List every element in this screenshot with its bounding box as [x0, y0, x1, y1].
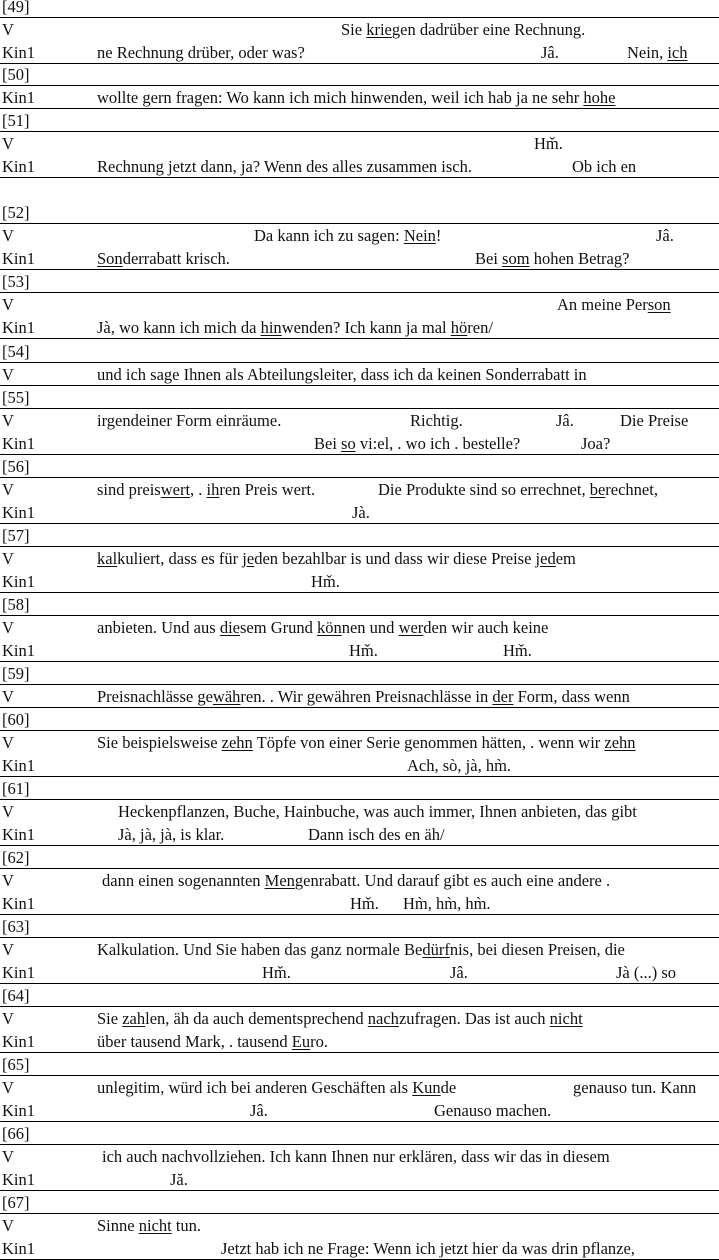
- stressed-syllable: zah: [122, 1009, 146, 1028]
- utterance: [503, 643, 532, 660]
- utterance: [97, 1080, 456, 1097]
- utterance-text: Da kann ich zu sagen:: [254, 226, 404, 245]
- utterance: [352, 505, 370, 522]
- utterance: [97, 367, 587, 384]
- utterance: [118, 804, 637, 821]
- segment-number: [62]: [2, 848, 30, 867]
- utterance-text: nen und: [341, 618, 399, 637]
- speaker-label: Kin1: [2, 318, 35, 337]
- stressed-syllable: dürf: [422, 940, 450, 959]
- utterance-text: Joa?: [581, 434, 611, 453]
- utterance-text: Hm̌.: [349, 641, 378, 660]
- utterance-text: Hm̌.: [311, 572, 340, 591]
- utterance-text: Bei: [475, 249, 503, 268]
- utterance: [311, 574, 340, 591]
- utterance: [97, 1011, 583, 1028]
- utterance-text: Jà, jà, jà, is klar.: [118, 825, 225, 844]
- speaker-label: V: [2, 733, 14, 752]
- utterance-text: wenden? Ich kann ja mal: [281, 318, 451, 337]
- utterance-text: Sie: [97, 1009, 123, 1028]
- speaker-label: Kin1: [2, 157, 35, 176]
- divider-line: [0, 85, 719, 86]
- segment-number: [57]: [2, 526, 30, 545]
- utterance-text: Ob ich en: [572, 157, 637, 176]
- utterance: [410, 413, 463, 430]
- row-divider: [0, 1236, 719, 1237]
- stressed-syllable: hö: [450, 318, 468, 337]
- utterance: [102, 873, 610, 890]
- utterance: [97, 45, 305, 62]
- utterance-text: irgendeiner Form einräume.: [97, 411, 282, 430]
- speaker-label: Kin1: [2, 894, 35, 913]
- utterance-text: Bei: [314, 434, 342, 453]
- stressed-syllable: krie: [366, 20, 392, 39]
- utterance-text: genrabatt. Und darauf gibt es auch eine andere .: [294, 871, 611, 890]
- speaker-label: V: [2, 618, 14, 637]
- utterance-text: Jà.: [352, 503, 370, 522]
- stressed-syllable: so: [341, 434, 356, 453]
- segment-number: [52]: [2, 203, 30, 222]
- row-divider: [0, 63, 719, 64]
- utterance-text: de: [440, 1078, 457, 1097]
- row-divider: [0, 1167, 719, 1168]
- utterance-text: Richtig.: [410, 411, 463, 430]
- speaker-label: Kin1: [2, 641, 35, 660]
- speaker-label: V: [2, 480, 14, 499]
- utterance: [616, 965, 676, 982]
- speaker-label: V: [2, 940, 14, 959]
- utterance-text: kuliert, dass es für: [117, 549, 243, 568]
- speaker-label: Kin1: [2, 963, 35, 982]
- speaker-label: Kin1: [2, 43, 35, 62]
- utterance-text: Jâ.: [541, 43, 559, 62]
- utterance-text: sem Grund: [239, 618, 317, 637]
- utterance: [573, 1080, 696, 1097]
- utterance-text: ro.: [310, 1032, 328, 1051]
- row-divider: [0, 845, 719, 846]
- utterance: [97, 551, 576, 568]
- utterance: [541, 45, 559, 62]
- utterance: [97, 942, 625, 959]
- stressed-syllable: zehn: [604, 733, 636, 752]
- speaker-label: V: [2, 1147, 14, 1166]
- row-divider: [0, 707, 719, 708]
- utterance: [378, 482, 658, 499]
- speaker-label: V: [2, 549, 14, 568]
- utterance: [627, 45, 688, 62]
- utterance-text: ren. . Wir gewähren Preisnachlässe in: [240, 687, 493, 706]
- row-divider: [0, 269, 719, 270]
- utterance-text: Jâ.: [450, 963, 468, 982]
- utterance-text: Sie: [341, 20, 367, 39]
- segment-number: [61]: [2, 779, 30, 798]
- speaker-label: V: [2, 687, 14, 706]
- divider-line: [0, 1213, 719, 1214]
- stressed-syllable: zehn: [221, 733, 253, 752]
- utterance: [102, 1149, 610, 1166]
- stressed-syllable: kal: [97, 549, 118, 568]
- segment-number: [59]: [2, 664, 30, 683]
- utterance-text: Jă.: [170, 1170, 188, 1189]
- divider-line: [0, 1075, 719, 1076]
- stressed-syllable: wäh: [212, 687, 241, 706]
- utterance-text: ren Preis wert.: [219, 480, 316, 499]
- speaker-label: V: [2, 1078, 14, 1097]
- utterance: [170, 1172, 188, 1189]
- utterance-text: Jâ.: [556, 411, 574, 430]
- stressed-syllable: som: [502, 249, 530, 268]
- utterance-text: Rechnung jetzt dann, ja? Wenn des alles zusammen isch.: [97, 157, 473, 176]
- speaker-label: V: [2, 411, 14, 430]
- utterance-text: ich auch nachvollziehen. Ich kann Ihnen nur erklären, dass wir das in diesem: [102, 1147, 610, 1166]
- utterance: [349, 643, 378, 660]
- utterance: [97, 251, 230, 268]
- utterance: [350, 896, 379, 913]
- row-divider: [0, 431, 719, 432]
- utterance-text: genauso tun. Kann: [573, 1078, 697, 1097]
- row-divider: [0, 569, 719, 570]
- utterance-text: An meine Per: [557, 295, 648, 314]
- utterance-text: Jà, wo kann ich mich da: [97, 318, 261, 337]
- stressed-syllable: Kun: [412, 1078, 441, 1097]
- segment-number: [54]: [2, 342, 30, 361]
- segment-number: [65]: [2, 1055, 30, 1074]
- segment-number: [60]: [2, 710, 30, 729]
- segment-number: [64]: [2, 986, 30, 1005]
- utterance-text: Hm̀, hm̀, hm̀.: [403, 894, 491, 913]
- utterance-text: dann einen sogenannten: [102, 871, 265, 890]
- segment-number: [49]: [2, 0, 30, 16]
- row-divider: [0, 154, 719, 155]
- utterance: [407, 758, 511, 775]
- row-divider: [0, 338, 719, 339]
- utterance-text: Hm̌.: [503, 641, 532, 660]
- utterance-text: em: [555, 549, 576, 568]
- speaker-label: Kin1: [2, 1101, 35, 1120]
- row-divider: [0, 385, 719, 386]
- segment-number: [58]: [2, 595, 30, 614]
- divider-line: [0, 546, 719, 547]
- speaker-label: V: [2, 871, 14, 890]
- utterance-text: Jà (...) so: [616, 963, 677, 982]
- utterance-text: und ich sage Ihnen als Abteilungsleiter, dass ich da keinen Sonderrabatt in: [97, 365, 587, 384]
- utterance: [97, 620, 548, 637]
- speaker-label: Kin1: [2, 1239, 35, 1258]
- utterance-text: Hm̌.: [350, 894, 379, 913]
- utterance-text: anbieten. Und aus: [97, 618, 220, 637]
- utterance: [656, 228, 674, 245]
- speaker-label: Kin1: [2, 88, 35, 107]
- utterance-text: über tausend Mark, . tausend: [97, 1032, 292, 1051]
- utterance: [557, 297, 671, 314]
- utterance-text: den bezahlbar is und dass wir diese Preise: [254, 549, 536, 568]
- utterance-text: Genauso machen.: [434, 1101, 552, 1120]
- row-divider: [0, 983, 719, 984]
- row-divider: [0, 523, 719, 524]
- stressed-syllable: hin: [260, 318, 282, 337]
- stressed-syllable: Nein: [403, 226, 436, 245]
- utterance-text: Dann isch des en äh/: [308, 825, 445, 844]
- utterance-text: Hm̌.: [534, 134, 563, 153]
- segment-number: [50]: [2, 65, 30, 84]
- stressed-syllable: son: [647, 295, 671, 314]
- row-divider: [0, 315, 719, 316]
- stressed-syllable: ich: [667, 43, 688, 62]
- divider-line: [0, 799, 719, 800]
- utterance: [314, 436, 520, 453]
- utterance-text: tun.: [171, 1216, 202, 1235]
- divider-line: [0, 408, 719, 409]
- utterance: [434, 1103, 551, 1120]
- row-divider: [0, 454, 719, 455]
- utterance-text: Jetzt hab ich ne Frage: Wenn ich jetzt hier da was drin pflanze,: [221, 1239, 635, 1258]
- stressed-syllable: der: [492, 687, 514, 706]
- utterance-text: Hm̌.: [262, 963, 291, 982]
- utterance: [450, 965, 468, 982]
- utterance-text: unlegitim, würd ich bei anderen Geschäften als: [97, 1078, 413, 1097]
- utterance-text: zufragen. Das ist auch: [398, 1009, 550, 1028]
- speaker-label: V: [2, 1216, 14, 1235]
- stressed-syllable: je: [242, 549, 255, 568]
- stressed-syllable: nicht: [138, 1216, 172, 1235]
- divider-line: [0, 223, 719, 224]
- utterance: [581, 436, 610, 453]
- speaker-label: V: [2, 802, 14, 821]
- utterance: [341, 22, 585, 39]
- stressed-syllable: jed: [535, 549, 556, 568]
- utterance-text: Ach, sò, jà, hm̀.: [407, 756, 512, 775]
- utterance: [97, 689, 630, 706]
- stressed-syllable: nach: [367, 1009, 399, 1028]
- speaker-label: Kin1: [2, 756, 35, 775]
- stressed-syllable: wert: [160, 480, 191, 499]
- stressed-syllable: die: [219, 618, 240, 637]
- divider-line: [0, 1006, 719, 1007]
- stressed-syllable: Men: [264, 871, 295, 890]
- row-divider: [0, 753, 719, 754]
- stressed-syllable: hohe: [583, 88, 616, 107]
- speaker-label: V: [2, 20, 14, 39]
- speaker-label: Kin1: [2, 1170, 35, 1189]
- row-divider: [0, 177, 719, 178]
- utterance-text: Sinne: [97, 1216, 139, 1235]
- utterance: [97, 90, 615, 107]
- utterance-text: hohen Betrag?: [529, 249, 630, 268]
- utterance-text: Die Preise: [620, 411, 689, 430]
- divider-line: [0, 615, 719, 616]
- utterance: [556, 413, 574, 430]
- utterance-text: Jâ.: [656, 226, 674, 245]
- divider-line: [0, 1144, 719, 1145]
- utterance: [250, 1103, 268, 1120]
- utterance-text: ren/: [467, 318, 493, 337]
- utterance-text: rechnet,: [605, 480, 658, 499]
- utterance: [403, 896, 491, 913]
- utterance-text: , .: [190, 480, 207, 499]
- row-divider: [0, 638, 719, 639]
- utterance-text: Nein,: [627, 43, 668, 62]
- speaker-label: Kin1: [2, 1032, 35, 1051]
- row-divider: [0, 891, 719, 892]
- stressed-syllable: be: [589, 480, 606, 499]
- segment-number: [55]: [2, 388, 30, 407]
- utterance-text: Töpfe von einer Serie genommen hätten, . wenn wir: [252, 733, 605, 752]
- utterance-text: Die Produkte sind so errechnet,: [378, 480, 590, 499]
- divider-line: [0, 17, 719, 18]
- utterance-text: !: [435, 226, 442, 245]
- stressed-syllable: ih: [206, 480, 220, 499]
- utterance: [97, 413, 281, 430]
- row-divider: [0, 500, 719, 501]
- divider-line: [0, 730, 719, 731]
- utterance-text: nis, bei diesen Preisen, die: [449, 940, 625, 959]
- row-divider: [0, 1190, 719, 1191]
- utterance: [262, 965, 291, 982]
- utterance: [97, 1218, 201, 1235]
- row-divider: [0, 246, 719, 247]
- utterance: [475, 251, 629, 268]
- utterance-text: derrabatt krisch.: [122, 249, 230, 268]
- divider-line: [0, 684, 719, 685]
- row-divider: [0, 40, 719, 41]
- utterance-text: ne Rechnung drüber, oder was?: [97, 43, 305, 62]
- utterance: [254, 228, 441, 245]
- segment-number: [56]: [2, 457, 30, 476]
- speaker-label: Kin1: [2, 503, 35, 522]
- utterance-text: vi:el, . wo ich . bestelle?: [355, 434, 521, 453]
- utterance-text: wollte gern fragen: Wo kann ich mich hinwenden, weil ich hab ja ne sehr: [97, 88, 584, 107]
- row-divider: [0, 776, 719, 777]
- utterance: [118, 827, 224, 844]
- stressed-syllable: nicht: [549, 1009, 583, 1028]
- utterance: [572, 159, 636, 176]
- utterance-text: Preisnachlässe ge: [97, 687, 213, 706]
- utterance-text: gen dadrüber eine Rechnung.: [391, 20, 586, 39]
- utterance-text: Kalkulation. Und Sie haben das ganz normale Be: [97, 940, 423, 959]
- row-divider: [0, 108, 719, 109]
- utterance-text: Sie beispielsweise: [97, 733, 222, 752]
- utterance: [308, 827, 445, 844]
- speaker-label: Kin1: [2, 434, 35, 453]
- row-divider: [0, 1121, 719, 1122]
- utterance: [97, 320, 493, 337]
- utterance: [620, 413, 688, 430]
- utterance-text: Jâ.: [250, 1101, 268, 1120]
- speaker-label: V: [2, 1009, 14, 1028]
- segment-number: [67]: [2, 1193, 30, 1212]
- row-divider: [0, 822, 719, 823]
- row-divider: [0, 914, 719, 915]
- segment-number: [66]: [2, 1124, 30, 1143]
- utterance: [221, 1241, 635, 1258]
- segment-number: [63]: [2, 917, 30, 936]
- row-divider: [0, 661, 719, 662]
- row-divider: [0, 1029, 719, 1030]
- utterance: [97, 482, 315, 499]
- utterance: [97, 159, 472, 176]
- speaker-label: Kin1: [2, 572, 35, 591]
- segment-number: [53]: [2, 272, 30, 291]
- speaker-label: Kin1: [2, 249, 35, 268]
- divider-line: [0, 292, 719, 293]
- divider-line: [0, 131, 719, 132]
- utterance-text: den wir auch keine: [423, 618, 549, 637]
- row-divider: [0, 592, 719, 593]
- speaker-label: V: [2, 226, 14, 245]
- stressed-syllable: Eu: [291, 1032, 311, 1051]
- divider-line: [0, 362, 719, 363]
- speaker-label: V: [2, 295, 14, 314]
- utterance-text: sind preis: [97, 480, 161, 499]
- row-divider: [0, 1098, 719, 1099]
- speaker-label: V: [2, 134, 14, 153]
- utterance: [97, 1034, 328, 1051]
- utterance-text: len, äh da auch dementsprechend: [145, 1009, 368, 1028]
- row-divider: [0, 1052, 719, 1053]
- stressed-syllable: wer: [398, 618, 424, 637]
- utterance: [534, 136, 563, 153]
- row-divider: [0, 960, 719, 961]
- utterance: [97, 735, 636, 752]
- speaker-label: Kin1: [2, 825, 35, 844]
- divider-line: [0, 477, 719, 478]
- stressed-syllable: kön: [316, 618, 342, 637]
- divider-line: [0, 868, 719, 869]
- utterance-text: Heckenpflanzen, Buche, Hainbuche, was auch immer, Ihnen anbieten, das gibt: [118, 802, 637, 821]
- divider-line: [0, 937, 719, 938]
- speaker-label: V: [2, 365, 14, 384]
- segment-number: [51]: [2, 111, 30, 130]
- stressed-syllable: Son: [97, 249, 123, 268]
- utterance-text: Form, dass wenn: [513, 687, 630, 706]
